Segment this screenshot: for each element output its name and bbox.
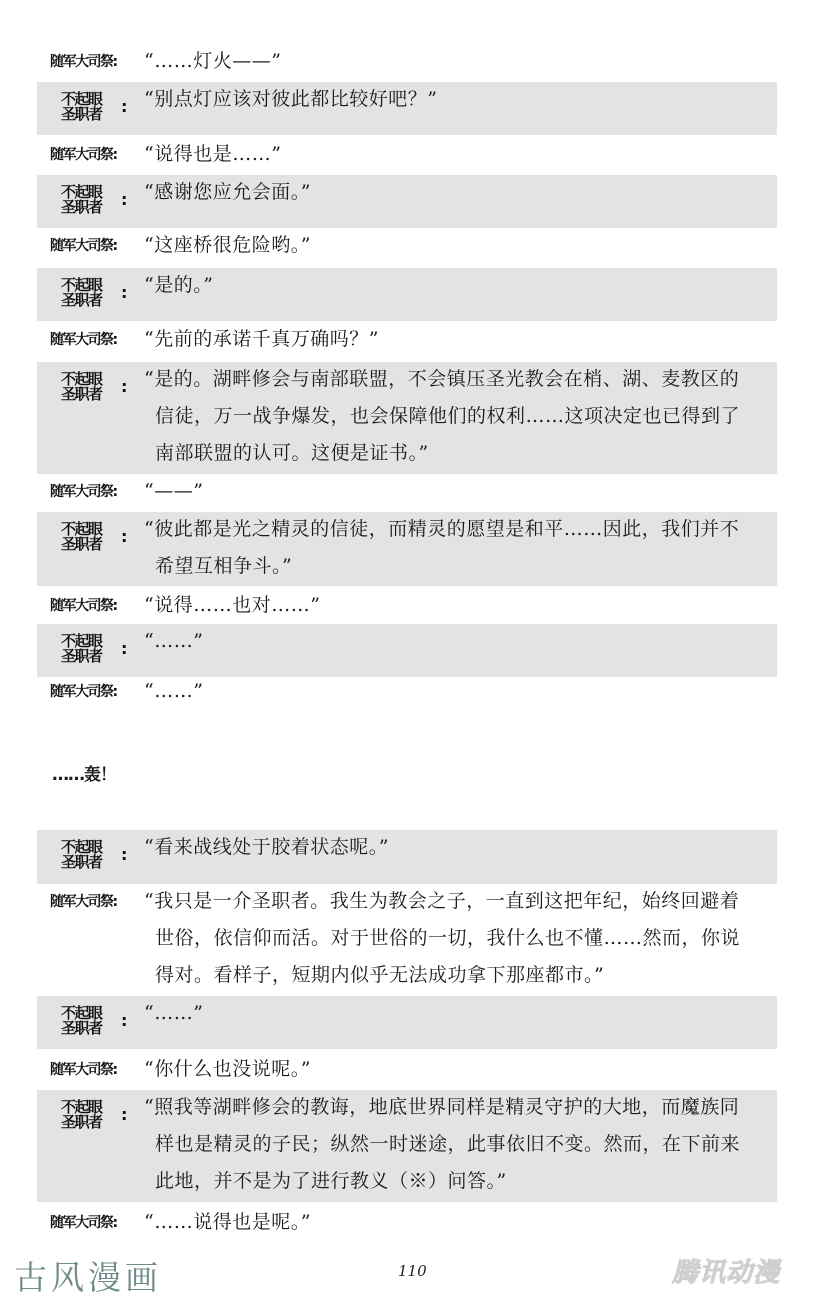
- speaker-label-clergyman: 不起眼 圣职者 :: [61, 276, 126, 309]
- dialogue-text: “……”: [144, 1002, 204, 1024]
- dialogue-text: 此地，并不是为了进行教义（※）问答。”: [155, 1170, 507, 1192]
- speaker-label-clergyman: 不起眼 圣职者 :: [61, 370, 126, 403]
- dialogue-text: “说得也是……”: [144, 143, 282, 165]
- dialogue-text: “……”: [144, 680, 204, 702]
- dialogue-row: [37, 1205, 777, 1241]
- dialogue-text: “看来战线处于胶着状态呢。”: [144, 836, 389, 858]
- speaker-label-clergyman: 不起眼 圣职者 :: [61, 1004, 126, 1037]
- dialogue-text: “……说得也是呢。”: [144, 1211, 311, 1233]
- dialogue-row: [37, 588, 777, 624]
- speaker-label-clergyman: 不起眼 圣职者 :: [61, 632, 126, 665]
- speaker-label-high-priest: 随军大司祭:: [50, 1062, 117, 1078]
- dialogue-text: “是的。”: [144, 274, 214, 296]
- dialogue-text: “别点灯应该对彼此都比较好吧？”: [144, 88, 438, 110]
- speaker-label-high-priest: 随军大司祭:: [50, 54, 117, 70]
- dialogue-text: “照我等湖畔修会的教诲，地底世界同样是精灵守护的大地，而魔族同: [144, 1096, 740, 1118]
- dialogue-text: “彼此都是光之精灵的信徒，而精灵的愿望是和平……因此，我们并不: [144, 518, 740, 540]
- dialogue-text: 得对。看样子，短期内似乎无法成功拿下那座都市。”: [155, 964, 605, 986]
- speaker-label-high-priest: 随军大司祭:: [50, 147, 117, 163]
- speaker-label-clergyman: 不起眼 圣职者 :: [61, 183, 126, 216]
- dialogue-text: “感谢您应允会面。”: [144, 181, 311, 203]
- sound-effect: ……轰！: [52, 765, 116, 785]
- speaker-label-high-priest: 随军大司祭:: [50, 238, 117, 254]
- dialogue-row: [37, 137, 777, 173]
- dialogue-text: 南部联盟的认可。这便是证书。”: [155, 442, 429, 464]
- speaker-label-high-priest: 随军大司祭:: [50, 484, 117, 500]
- dialogue-row: [37, 362, 777, 474]
- dialogue-text: 信徒，万一战争爆发，也会保障他们的权利……这项决定也已得到了: [155, 405, 741, 427]
- dialogue-text: “我只是一介圣职者。我生为教会之子，一直到这把年纪，始终回避着: [144, 890, 740, 912]
- dialogue-row: [37, 322, 777, 360]
- dialogue-row: [37, 996, 777, 1049]
- dialogue-row: [37, 674, 777, 714]
- dialogue-text: “——”: [144, 480, 204, 502]
- dialogue-row: [37, 474, 777, 510]
- dialogue-text: “……灯火——”: [144, 50, 282, 72]
- footer-logo: 古风漫画: [14, 1258, 162, 1297]
- dialogue-row: [37, 82, 777, 135]
- dialogue-text: “说得……也对……”: [144, 594, 321, 616]
- dialogue-text: “是的。湖畔修会与南部联盟，不会镇压圣光教会在梢、湖、麦教区的: [144, 368, 740, 390]
- watermark: 腾讯动漫: [672, 1258, 781, 1288]
- dialogue-text: “你什么也没说呢。”: [144, 1058, 311, 1080]
- dialogue-text: “先前的承诺千真万确吗？”: [144, 328, 379, 350]
- dialogue-row: [37, 1090, 777, 1202]
- dialogue-row: [37, 884, 777, 992]
- dialogue-text: “这座桥很危险哟。”: [144, 234, 311, 256]
- speaker-label-high-priest: 随军大司祭:: [50, 332, 117, 348]
- speaker-label-high-priest: 随军大司祭:: [50, 598, 117, 614]
- speaker-label-high-priest: 随军大司祭:: [50, 684, 117, 700]
- speaker-label-clergyman: 不起眼 圣职者 :: [61, 90, 126, 123]
- dialogue-row: [37, 1052, 777, 1088]
- dialogue-text: “……”: [144, 630, 204, 652]
- dialogue-row: [37, 268, 777, 321]
- dialogue-text: 样也是精灵的子民；纵然一时迷途，此事依旧不变。然而，在下前来: [155, 1133, 741, 1155]
- dialogue-row: [37, 830, 777, 884]
- dialogue-text: 希望互相争斗。”: [155, 555, 293, 577]
- dialogue-row: [37, 512, 777, 586]
- speaker-label-clergyman: 不起眼 圣职者 :: [61, 520, 126, 553]
- dialogue-row: [37, 624, 777, 677]
- dialogue-row: [37, 44, 777, 80]
- speaker-label-clergyman: 不起眼 圣职者 :: [61, 1098, 126, 1131]
- speaker-label-high-priest: 随军大司祭:: [50, 894, 117, 910]
- speaker-label-clergyman: 不起眼 圣职者 :: [61, 838, 126, 871]
- dialogue-row: [37, 228, 777, 264]
- page-number: 110: [398, 1262, 427, 1280]
- speaker-label-high-priest: 随军大司祭:: [50, 1215, 117, 1231]
- dialogue-text: 世俗，依信仰而活。对于世俗的一切，我什么也不懂……然而，你说: [155, 927, 741, 949]
- dialogue-row: [37, 175, 777, 228]
